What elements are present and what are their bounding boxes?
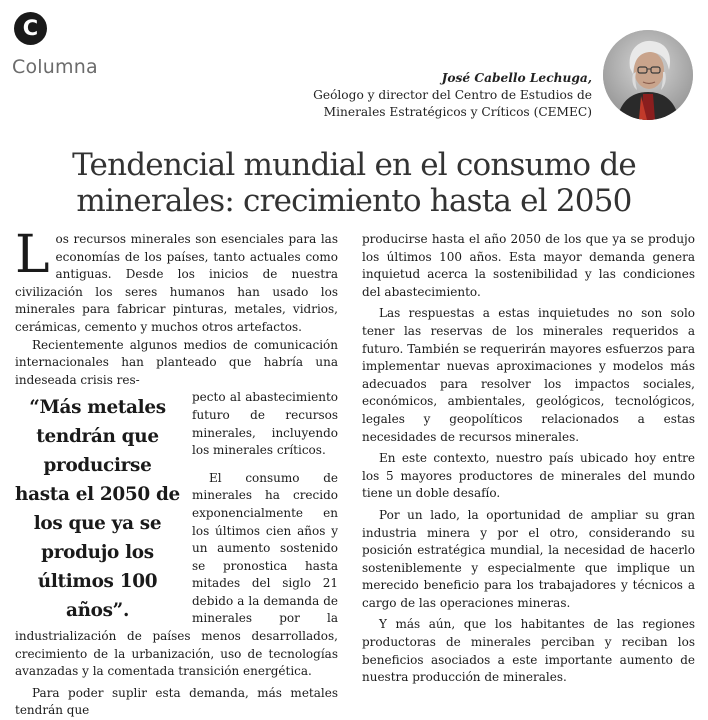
article-column-left: [15, 225, 338, 720]
article-headline: [0, 147, 708, 219]
paragraph-2-source: [0, 0, 1, 1]
paragraph-1: [15, 225, 338, 337]
author-title-line2: Minerales Estratégicos y Críticos (CEMEC): [323, 105, 592, 119]
column-badge: C: [14, 12, 47, 45]
headline-line2: minerales: crecimiento hasta el 2050: [76, 183, 632, 219]
paragraph-1-text: os recursos minerales son esenciales para las economías de los países, tanto actuales como antiguas. Desde los inicios de nuestra civilización los seres humanos han usado los minerales para fabricar pinturas, metales, vidrios, cerámicas, cemento y muchos otros artefactos.: [15, 232, 338, 334]
paragraph-8: Por un lado, la oportunidad de ampliar su gran industria minera y por el otro, considerando su posición estratégica mundial, la necesidad de hacerlo sosteniblemente y especialmente que implique un merecido beneficio para los trabajadores y técnicos a cargo de las operaciones mineras.: [362, 507, 695, 610]
pull-quote: “Más metales tendrán que producirse hasta el 2050 de los que ya se produjo los últimos 100 años”.: [15, 397, 180, 622]
paragraph-2-tail: pecto al abastecimiento futuro de recursos minerales, incluyendo los minerales críticos.: [192, 390, 338, 458]
author-name: José Cabello Lechuga,: [441, 71, 592, 85]
author-portrait-icon: [603, 30, 693, 120]
paragraph-4: Para poder suplir esta demanda, más metales tendrán que: [15, 685, 338, 718]
article-column-right: [362, 231, 695, 687]
paragraph-3: El consumo de minerales ha crecido exponencialmente en los últimos cien años y un aumento sostenido se pronostica hasta mitades del siglo 21 debido a la demanda de minerales por la industrialización de países menos desarrollados, crecimiento de la urbanización, uso de tecnologías avanzadas y la comentada transición energética.: [15, 470, 338, 679]
author-byline: [313, 70, 592, 121]
paragraph-5: producirse hasta el año 2050 de los que ya se produjo los últimos 100 años. Esta mayor demanda genera inquietud acerca la sostenibilidad y las condiciones del abastecimiento.: [362, 232, 695, 299]
author-title-line1: Geólogo y director del Centro de Estudios de: [313, 88, 592, 102]
section-label: Columna: [12, 56, 98, 78]
drop-cap: L: [15, 225, 50, 285]
paragraph-7: En este contexto, nuestro país ubicado hoy entre los 5 mayores productores de minerales del mundo tiene un doble desafío.: [362, 451, 695, 501]
paragraph-2-lead: Recientemente algunos medios de comunicación internacionales han planteado que habría una indeseada crisis res-: [15, 337, 338, 387]
author-photo: [603, 30, 693, 120]
paragraph-9: Y más aún, que los habitantes de las regiones productoras de minerales perciban y reciban los beneficios asociados a este importante aumento de nuestra producción de minerales.: [362, 617, 695, 685]
paragraph-6: Las respuestas a estas inquietudes no son solo tener las reservas de los minerales requeridos a futuro. También se requerirán mayores esfuerzos para implementar nuevas aproximaciones y modelos más adecuados para resolver los impactos sociales, económicos, ambientales, geológicos, tecnológicos, legales y geopolíticos relacionados a estas necesidades de recursos minerales.: [362, 306, 695, 444]
headline-line1: Tendencial mundial en el consumo de: [72, 147, 636, 183]
